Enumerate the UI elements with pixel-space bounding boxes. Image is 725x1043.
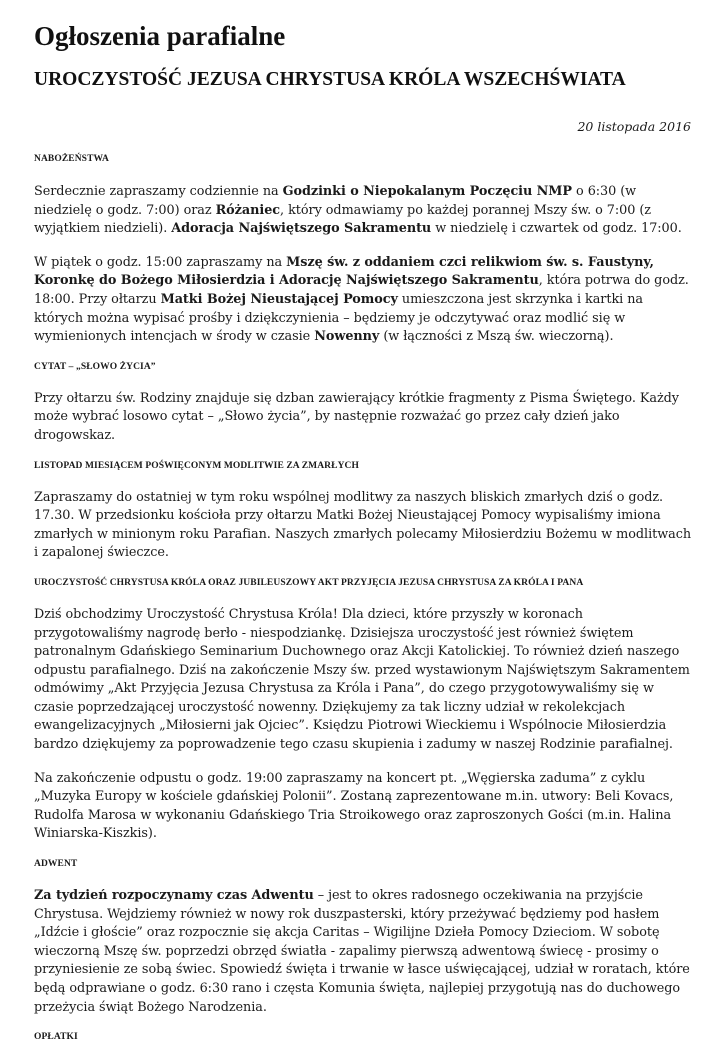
paragraph-text: , który odmawiamy po każdej porannej Mszy św. o 7:00 (z wyjątkiem niedzieli). <box>34 202 651 237</box>
section-paragraph: Na zakończenie odpustu o godz. 19:00 zapraszamy na koncert pt. „Węgierska zaduma” z cyklu „Muzyka Europy w kościele gdańskiej Polonii”. Zostaną zaprezentowane m.in. utwory: Beli Kovacs, Rudolfa Marosa w wykonaniu Gdańskiego Tria Stroikowego oraz zaproszonych Gości (m.in. Halina Winiarska-Kiszkis). <box>34 770 674 842</box>
page-subtitle: UROCZYSTOŚĆ JEZUSA CHRYSTUSA KRÓLA WSZECHŚWIATA <box>34 69 626 90</box>
announcements-page <box>34 0 691 1043</box>
section-heading-listopad: LISTOPAD MIESIĄCEM POŚWIĘCONYM MODLITWIE ZA ZMARŁYCH <box>34 460 359 471</box>
paragraph-bold-text: Różaniec <box>215 202 281 218</box>
paragraph-bold-text: Mszę św. z oddaniem czci relikwiom św. s. Faustyny, Koronkę do Bożego Miłosierdzia i Adorację Najświętszego Sakramentu <box>34 254 654 289</box>
paragraph-text: o 6:30 (w niedzielę o godz. 7:00) oraz <box>34 184 637 218</box>
paragraph-text: Serdecznie zapraszamy codziennie na <box>34 184 283 199</box>
section-heading-nabozenstwa: NABOŻEŃSTWA <box>34 154 110 164</box>
paragraph-text: W piątek o godz. 15:00 zapraszamy na <box>34 254 287 270</box>
paragraph-bold-text: Nowenny <box>314 329 380 345</box>
section-paragraph <box>34 254 691 347</box>
section-heading-oplatki: OPŁATKI <box>34 1032 78 1043</box>
page-title: Ogłoszenia parafialne <box>34 21 286 51</box>
paragraph-bold-text: Adoracja Najświętszego Sakramentu <box>171 221 432 237</box>
section-paragraph: Przy ołtarzu św. Rodziny znajduje się dzban zawierający krótkie fragmenty z Pisma Świętego. Każdy może wybrać losowo cytat – „Słowo życia”, by następnie rozważać go przez cały dzień jako drogowskaz. <box>34 390 679 443</box>
paragraph-text: – jest to okres radosnego oczekiwania na przyjście Chrystusa. Wejdziemy również w nowy rok duszpasterski, który przeżywać będziemy pod hasłem „Idźcie i głoście” oraz rozpocznie się akcja Caritas – Wigilijne Dzieła Pomocy Dzieciom. W sobotę wieczorną Mszę św. poprzedzi obrzęd światła - zapalimy pierwszą adwentową świecę - prosimy o przyniesienie ze sobą świec. Spowiedź święta i trwanie w łasce uświęcającej, udział w roratach, które będą odprawiane o godz. 6:30 rano i częsta Komunia święta, najlepiej przygotują nas do duchowego przeżycia świąt Bożego Narodzenia. <box>34 888 690 1015</box>
section-paragraph <box>34 887 691 1017</box>
paragraph-text: , która potrwa do godz. 18:00. Przy ołtarzu <box>34 273 689 307</box>
paragraph-text: umieszczona jest skrzynka i kartki na których można wypisać prośby i dziękczynienia – będziemy je odczytywać oraz modlić się w wymienionych intencjach w środy w czasie <box>34 291 643 345</box>
paragraph-bold-text: Godzinki o Niepokalanym Poczęciu NMP <box>282 184 572 199</box>
announcement-date: 20 listopada 2016 <box>577 119 691 134</box>
section-heading-uroczystosc: UROCZYSTOŚĆ CHRYSTUSA KRÓLA ORAZ JUBILEUSZOWY AKT PRZYJĘCIA JEZUSA CHRYSTUSA ZA KRÓLA I PANA <box>34 577 584 588</box>
section-paragraph <box>34 183 691 239</box>
paragraph-text: (w łączności z Mszą św. wieczorną). <box>379 329 614 345</box>
paragraph-text: w niedzielę i czwartek od godz. 17:00. <box>431 221 682 237</box>
section-heading-cytat: CYTAT – „SŁOWO ŻYCIA” <box>34 361 156 372</box>
paragraph-bold-text: Matki Bożej Nieustającej Pomocy <box>160 291 398 307</box>
section-heading-adwent: ADWENT <box>34 859 78 870</box>
section-paragraph: Dziś obchodzimy Uroczystość Chrystusa Króla! Dla dzieci, które przyszły w koronach przygotowaliśmy nagrodę berło - niespodziankę. Dzisiejsza uroczystość jest również świętem patronalnym Gdańskiego Seminarium Duchownego oraz Akcji Katolickiej. To również dzień naszego odpustu parafialnego. Dziś na zakończenie Mszy św. przed wystawionym Najświętszym Sakramentem odmówimy „Akt Przyjęcia Jezusa Chrystusa za Króla i Pana”, do czego przygotowywaliśmy się w czasie poprzedzającej uroczystość nowenny. Dziękujemy za tak liczny udział w rekolekcjach ewangelizacyjnych „Miłosierni jak Ojciec”. Księdzu Piotrowi Wieckiemu i Wspólnocie Miłosierdzia bardzo dziękujemy za poprowadzenie tego czasu skupienia i zadumy w naszej Rodzinie parafialnej. <box>34 606 690 753</box>
paragraph-bold-text: Za tydzień rozpoczynamy czas Adwentu <box>34 888 314 904</box>
section-paragraph: Zapraszamy do ostatniej w tym roku wspólnej modlitwy za naszych bliskich zmarłych dziś o godz. 17.30. W przedsionku kościoła przy ołtarzu Matki Bożej Nieustającej Pomocy wypisaliśmy imiona zmarłych w minionym roku Parafian. Naszych zmarłych polecamy Miłosierdziu Bożemu w modlitwach i zapalonej świeczce. <box>34 489 692 561</box>
